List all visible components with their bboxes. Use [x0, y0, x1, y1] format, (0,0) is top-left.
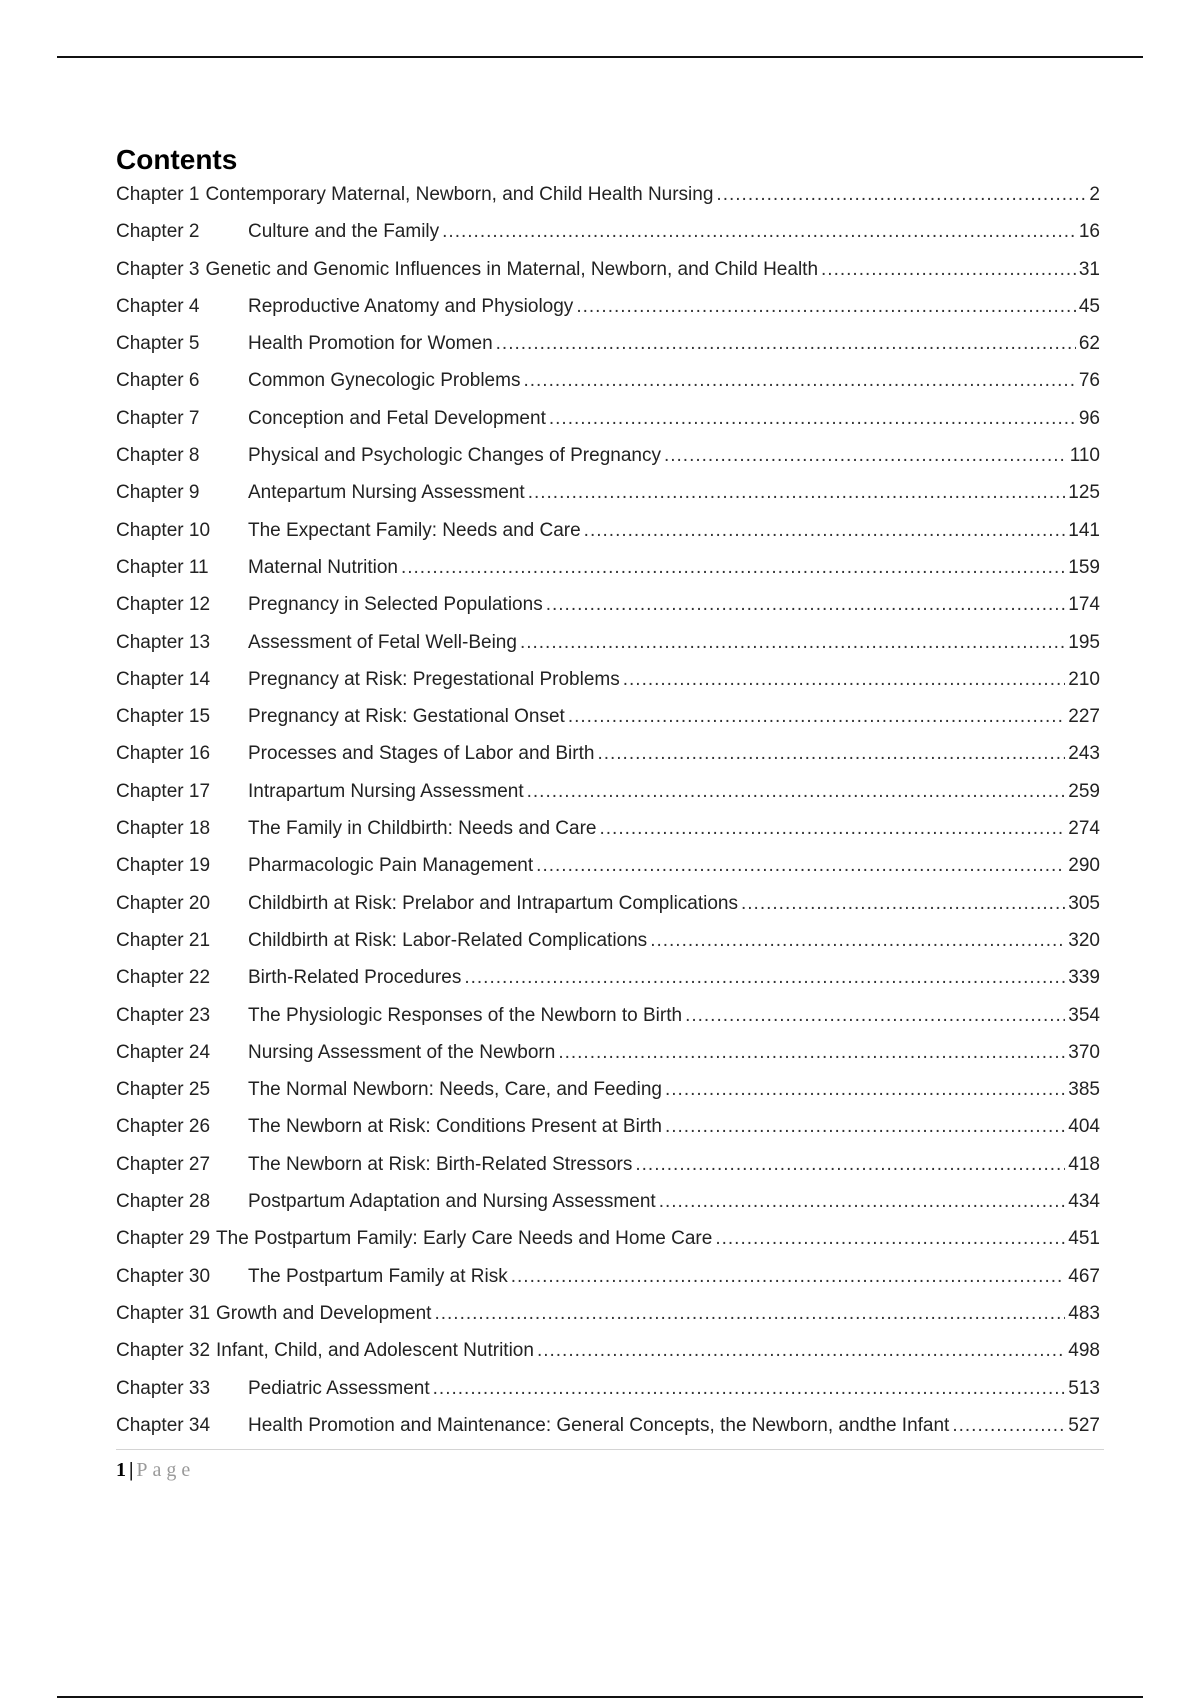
toc-chapter-number: Chapter 26 — [116, 1116, 211, 1138]
toc-chapter-number: Chapter 7 — [116, 407, 200, 429]
toc-chapter-number: Chapter 29 — [116, 1228, 211, 1250]
toc-chapter-title: Growth and Development — [216, 1302, 432, 1324]
toc-page-number: 434 — [1068, 1191, 1100, 1213]
toc-page-number: 513 — [1068, 1377, 1100, 1399]
toc-dot-leader — [821, 251, 1076, 288]
header-rule — [57, 56, 1143, 58]
toc-dot-leader — [546, 586, 1066, 623]
toc-chapter-number: Chapter 21 — [116, 929, 211, 951]
toc-chapter-title: Maternal Nutrition — [248, 556, 398, 578]
toc-chapter-title: Nursing Assessment of the Newborn — [248, 1041, 556, 1063]
toc-chapter-number: Chapter 10 — [116, 519, 211, 541]
toc-entry[interactable] — [116, 810, 1100, 847]
toc-chapter-title: Infant, Child, and Adolescent Nutrition — [216, 1340, 534, 1362]
toc-entry[interactable] — [116, 1108, 1100, 1145]
toc-entry[interactable] — [116, 362, 1100, 399]
toc-chapter-number: Chapter 19 — [116, 855, 211, 877]
toc-chapter-number: Chapter 3 — [116, 258, 200, 280]
toc-chapter-title: Antepartum Nursing Assessment — [248, 482, 525, 504]
toc-entry[interactable] — [116, 325, 1100, 362]
toc-dot-leader — [523, 362, 1075, 399]
toc-dot-leader — [576, 288, 1076, 325]
toc-chapter-title: Health Promotion and Maintenance: General Concepts, the Newborn, andthe Infant — [248, 1414, 950, 1436]
toc-chapter-title: The Physiologic Responses of the Newborn to Birth — [248, 1004, 683, 1026]
toc-page-number: 141 — [1068, 519, 1100, 541]
toc-entry[interactable] — [116, 1295, 1100, 1332]
toc-dot-leader — [600, 810, 1066, 847]
toc-chapter-number: Chapter 27 — [116, 1153, 211, 1175]
toc-page-number: 483 — [1068, 1302, 1100, 1324]
toc-chapter-number: Chapter 25 — [116, 1079, 211, 1101]
toc-chapter-title: Processes and Stages of Labor and Birth — [248, 743, 595, 765]
toc-dot-leader — [433, 1370, 1066, 1407]
toc-chapter-number: Chapter 2 — [116, 221, 200, 243]
toc-dot-leader — [664, 437, 1067, 474]
toc-chapter-number: Chapter 18 — [116, 818, 211, 840]
toc-chapter-title: Intrapartum Nursing Assessment — [248, 780, 524, 802]
toc-entry[interactable] — [116, 213, 1100, 250]
toc-page-number: 370 — [1068, 1041, 1100, 1063]
toc-dot-leader — [685, 997, 1065, 1034]
toc-page-number: 498 — [1068, 1340, 1100, 1362]
toc-dot-leader — [584, 512, 1066, 549]
toc-chapter-number: Chapter 1 — [116, 184, 200, 205]
toc-entry[interactable] — [116, 1071, 1100, 1108]
toc-dot-leader — [741, 885, 1065, 922]
toc-dot-leader — [659, 1183, 1066, 1220]
toc-page-number: 451 — [1068, 1228, 1100, 1250]
toc-chapter-title: Physical and Psychologic Changes of Pregnancy — [248, 445, 661, 467]
toc-entry[interactable] — [116, 1332, 1100, 1369]
toc-entry[interactable] — [116, 512, 1100, 549]
toc-chapter-number: Chapter 16 — [116, 743, 211, 765]
toc-dot-leader — [520, 624, 1065, 661]
toc-chapter-title: Birth-Related Procedures — [248, 967, 462, 989]
toc-chapter-number: Chapter 12 — [116, 594, 211, 616]
toc-page-number: 16 — [1078, 221, 1100, 243]
toc-entry[interactable] — [116, 1370, 1100, 1407]
toc-dot-leader — [442, 213, 1076, 250]
toc-dot-leader — [665, 1071, 1065, 1108]
toc-entry[interactable] — [116, 288, 1100, 325]
page-footer — [116, 1456, 195, 1484]
toc-chapter-number: Chapter 24 — [116, 1041, 211, 1063]
toc-entry[interactable] — [116, 735, 1100, 772]
toc-entry[interactable] — [116, 586, 1100, 623]
toc-entry[interactable] — [116, 698, 1100, 735]
toc-chapter-number: Chapter 13 — [116, 631, 211, 653]
toc-chapter-number: Chapter 32 — [116, 1340, 211, 1362]
toc-page-number: 174 — [1068, 594, 1100, 616]
toc-entry[interactable] — [116, 1183, 1100, 1220]
toc-entry[interactable] — [116, 1407, 1100, 1444]
bottom-rule — [57, 1696, 1143, 1698]
toc-page-number: 418 — [1068, 1153, 1100, 1175]
toc-chapter-number: Chapter 17 — [116, 780, 211, 802]
toc-chapter-title: The Normal Newborn: Needs, Care, and Feeding — [248, 1079, 662, 1101]
footer-page-number: 1 — [116, 1459, 126, 1481]
toc-entry[interactable] — [116, 773, 1100, 810]
toc-dot-leader — [528, 474, 1066, 511]
toc-chapter-title: Conception and Fetal Development — [248, 407, 546, 429]
toc-chapter-number: Chapter 8 — [116, 445, 200, 467]
toc-chapter-number: Chapter 4 — [116, 295, 200, 317]
toc-dot-leader — [635, 1146, 1065, 1183]
footer-divider — [116, 1449, 1104, 1450]
toc-entry[interactable] — [116, 661, 1100, 698]
toc-page-number: 274 — [1068, 818, 1100, 840]
toc-chapter-number: Chapter 34 — [116, 1414, 211, 1436]
toc-chapter-title: Childbirth at Risk: Labor-Related Complications — [248, 929, 648, 951]
toc-chapter-title: The Family in Childbirth: Needs and Care — [248, 818, 597, 840]
toc-chapter-title: Genetic and Genomic Influences in Maternal, Newborn, and Child Health — [205, 258, 819, 280]
toc-chapter-title: The Newborn at Risk: Conditions Present at Birth — [248, 1116, 662, 1138]
toc-page-number: 159 — [1068, 556, 1100, 578]
toc-chapter-title: Pharmacologic Pain Management — [248, 855, 534, 877]
toc-chapter-title: Childbirth at Risk: Prelabor and Intrapartum Complications — [248, 892, 738, 914]
toc-entry[interactable] — [116, 922, 1100, 959]
toc-chapter-title: Common Gynecologic Problems — [248, 370, 521, 392]
toc-dot-leader — [434, 1295, 1065, 1332]
toc-dot-leader — [536, 847, 1065, 884]
toc-dot-leader — [623, 661, 1066, 698]
toc-dot-leader — [558, 1034, 1065, 1071]
toc-chapter-title: Pregnancy in Selected Populations — [248, 594, 543, 616]
toc-chapter-title: The Postpartum Family at Risk — [248, 1265, 508, 1287]
toc-page-number: 62 — [1078, 333, 1100, 355]
toc-chapter-number: Chapter 23 — [116, 1004, 211, 1026]
toc-entry[interactable] — [116, 474, 1100, 511]
toc-chapter-title: Pediatric Assessment — [248, 1377, 430, 1399]
toc-entry[interactable] — [116, 997, 1100, 1034]
toc-page-number: 290 — [1068, 855, 1100, 877]
toc-chapter-number: Chapter 28 — [116, 1191, 211, 1213]
toc-chapter-title: Pregnancy at Risk: Pregestational Problems — [248, 668, 620, 690]
toc-entry[interactable] — [116, 1146, 1100, 1183]
toc-page-number: 259 — [1068, 780, 1100, 802]
toc-page-number: 527 — [1068, 1414, 1100, 1436]
toc-page-number: 467 — [1068, 1265, 1100, 1287]
toc-entry[interactable] — [116, 400, 1100, 437]
toc-chapter-number: Chapter 15 — [116, 706, 211, 728]
toc-chapter-title: Contemporary Maternal, Newborn, and Child Health Nursing — [205, 184, 714, 205]
toc-chapter-title: Postpartum Adaptation and Nursing Assessment — [248, 1191, 656, 1213]
toc-page-number: 385 — [1068, 1079, 1100, 1101]
toc-chapter-title: The Postpartum Family: Early Care Needs and Home Care — [216, 1228, 713, 1250]
toc-page-number: 404 — [1068, 1116, 1100, 1138]
toc-chapter-number: Chapter 33 — [116, 1377, 211, 1399]
toc-dot-leader — [597, 735, 1065, 772]
toc-page-number: 31 — [1078, 258, 1100, 280]
toc-entry[interactable] — [116, 1220, 1100, 1257]
toc-entry[interactable] — [116, 847, 1100, 884]
toc-dot-leader — [511, 1258, 1066, 1295]
toc-dot-leader — [401, 549, 1065, 586]
toc-page-number: 305 — [1068, 892, 1100, 914]
toc-entry[interactable] — [116, 959, 1100, 996]
toc-chapter-title: Reproductive Anatomy and Physiology — [248, 295, 574, 317]
toc-dot-leader — [549, 400, 1076, 437]
toc-entry[interactable] — [116, 176, 1100, 213]
toc-entry[interactable] — [116, 1034, 1100, 1071]
toc-entry[interactable] — [116, 885, 1100, 922]
toc-dot-leader — [952, 1407, 1065, 1444]
toc-chapter-number: Chapter 20 — [116, 892, 211, 914]
toc-page-number: 45 — [1078, 295, 1100, 317]
toc-entry[interactable] — [116, 1258, 1100, 1295]
toc-chapter-number: Chapter 30 — [116, 1265, 211, 1287]
toc-page-number: 227 — [1068, 706, 1100, 728]
page-title: Contents — [116, 144, 238, 175]
toc-dot-leader — [665, 1108, 1065, 1145]
footer-separator: | — [129, 1459, 134, 1481]
toc-dot-leader — [715, 1220, 1065, 1257]
toc-chapter-title: Pregnancy at Risk: Gestational Onset — [248, 706, 565, 728]
toc-dot-leader — [537, 1332, 1065, 1369]
toc-page-number: 320 — [1068, 929, 1100, 951]
toc-chapter-title: Health Promotion for Women — [248, 333, 493, 355]
toc-dot-leader — [568, 698, 1065, 735]
toc-chapter-title: Assessment of Fetal Well-Being — [248, 631, 517, 653]
toc-page-number: 243 — [1068, 743, 1100, 765]
toc-page-number: 2 — [1089, 184, 1100, 205]
toc-chapter-number: Chapter 14 — [116, 668, 211, 690]
toc-chapter-number: Chapter 6 — [116, 370, 200, 392]
toc-chapter-number: Chapter 9 — [116, 482, 200, 504]
toc-chapter-number: Chapter 11 — [116, 556, 209, 578]
toc-page-number: 354 — [1068, 1004, 1100, 1026]
toc-chapter-title: The Newborn at Risk: Birth-Related Stressors — [248, 1153, 633, 1175]
toc-chapter-title: Culture and the Family — [248, 221, 440, 243]
toc-chapter-number: Chapter 31 — [116, 1302, 211, 1324]
toc-dot-leader — [527, 773, 1066, 810]
toc-entry[interactable] — [116, 549, 1100, 586]
toc-chapter-title: The Expectant Family: Needs and Care — [248, 519, 581, 541]
toc-page-number: 110 — [1069, 445, 1100, 467]
toc-dot-leader — [650, 922, 1065, 959]
toc-dot-leader — [496, 325, 1076, 362]
toc-page-number: 339 — [1068, 967, 1100, 989]
toc-dot-leader — [716, 176, 1086, 213]
toc-dot-leader — [464, 959, 1065, 996]
toc-entry[interactable] — [116, 437, 1100, 474]
toc-page-number: 195 — [1068, 631, 1100, 653]
table-of-contents — [116, 176, 1100, 1444]
toc-chapter-number: Chapter 5 — [116, 333, 200, 355]
toc-page-number: 125 — [1068, 482, 1100, 504]
toc-page-number: 210 — [1068, 668, 1100, 690]
toc-page-number: 76 — [1078, 370, 1100, 392]
toc-page-number: 96 — [1078, 407, 1100, 429]
toc-chapter-number: Chapter 22 — [116, 967, 211, 989]
footer-page-label: Page — [136, 1459, 196, 1481]
toc-entry[interactable] — [116, 251, 1100, 288]
toc-entry[interactable] — [116, 624, 1100, 661]
